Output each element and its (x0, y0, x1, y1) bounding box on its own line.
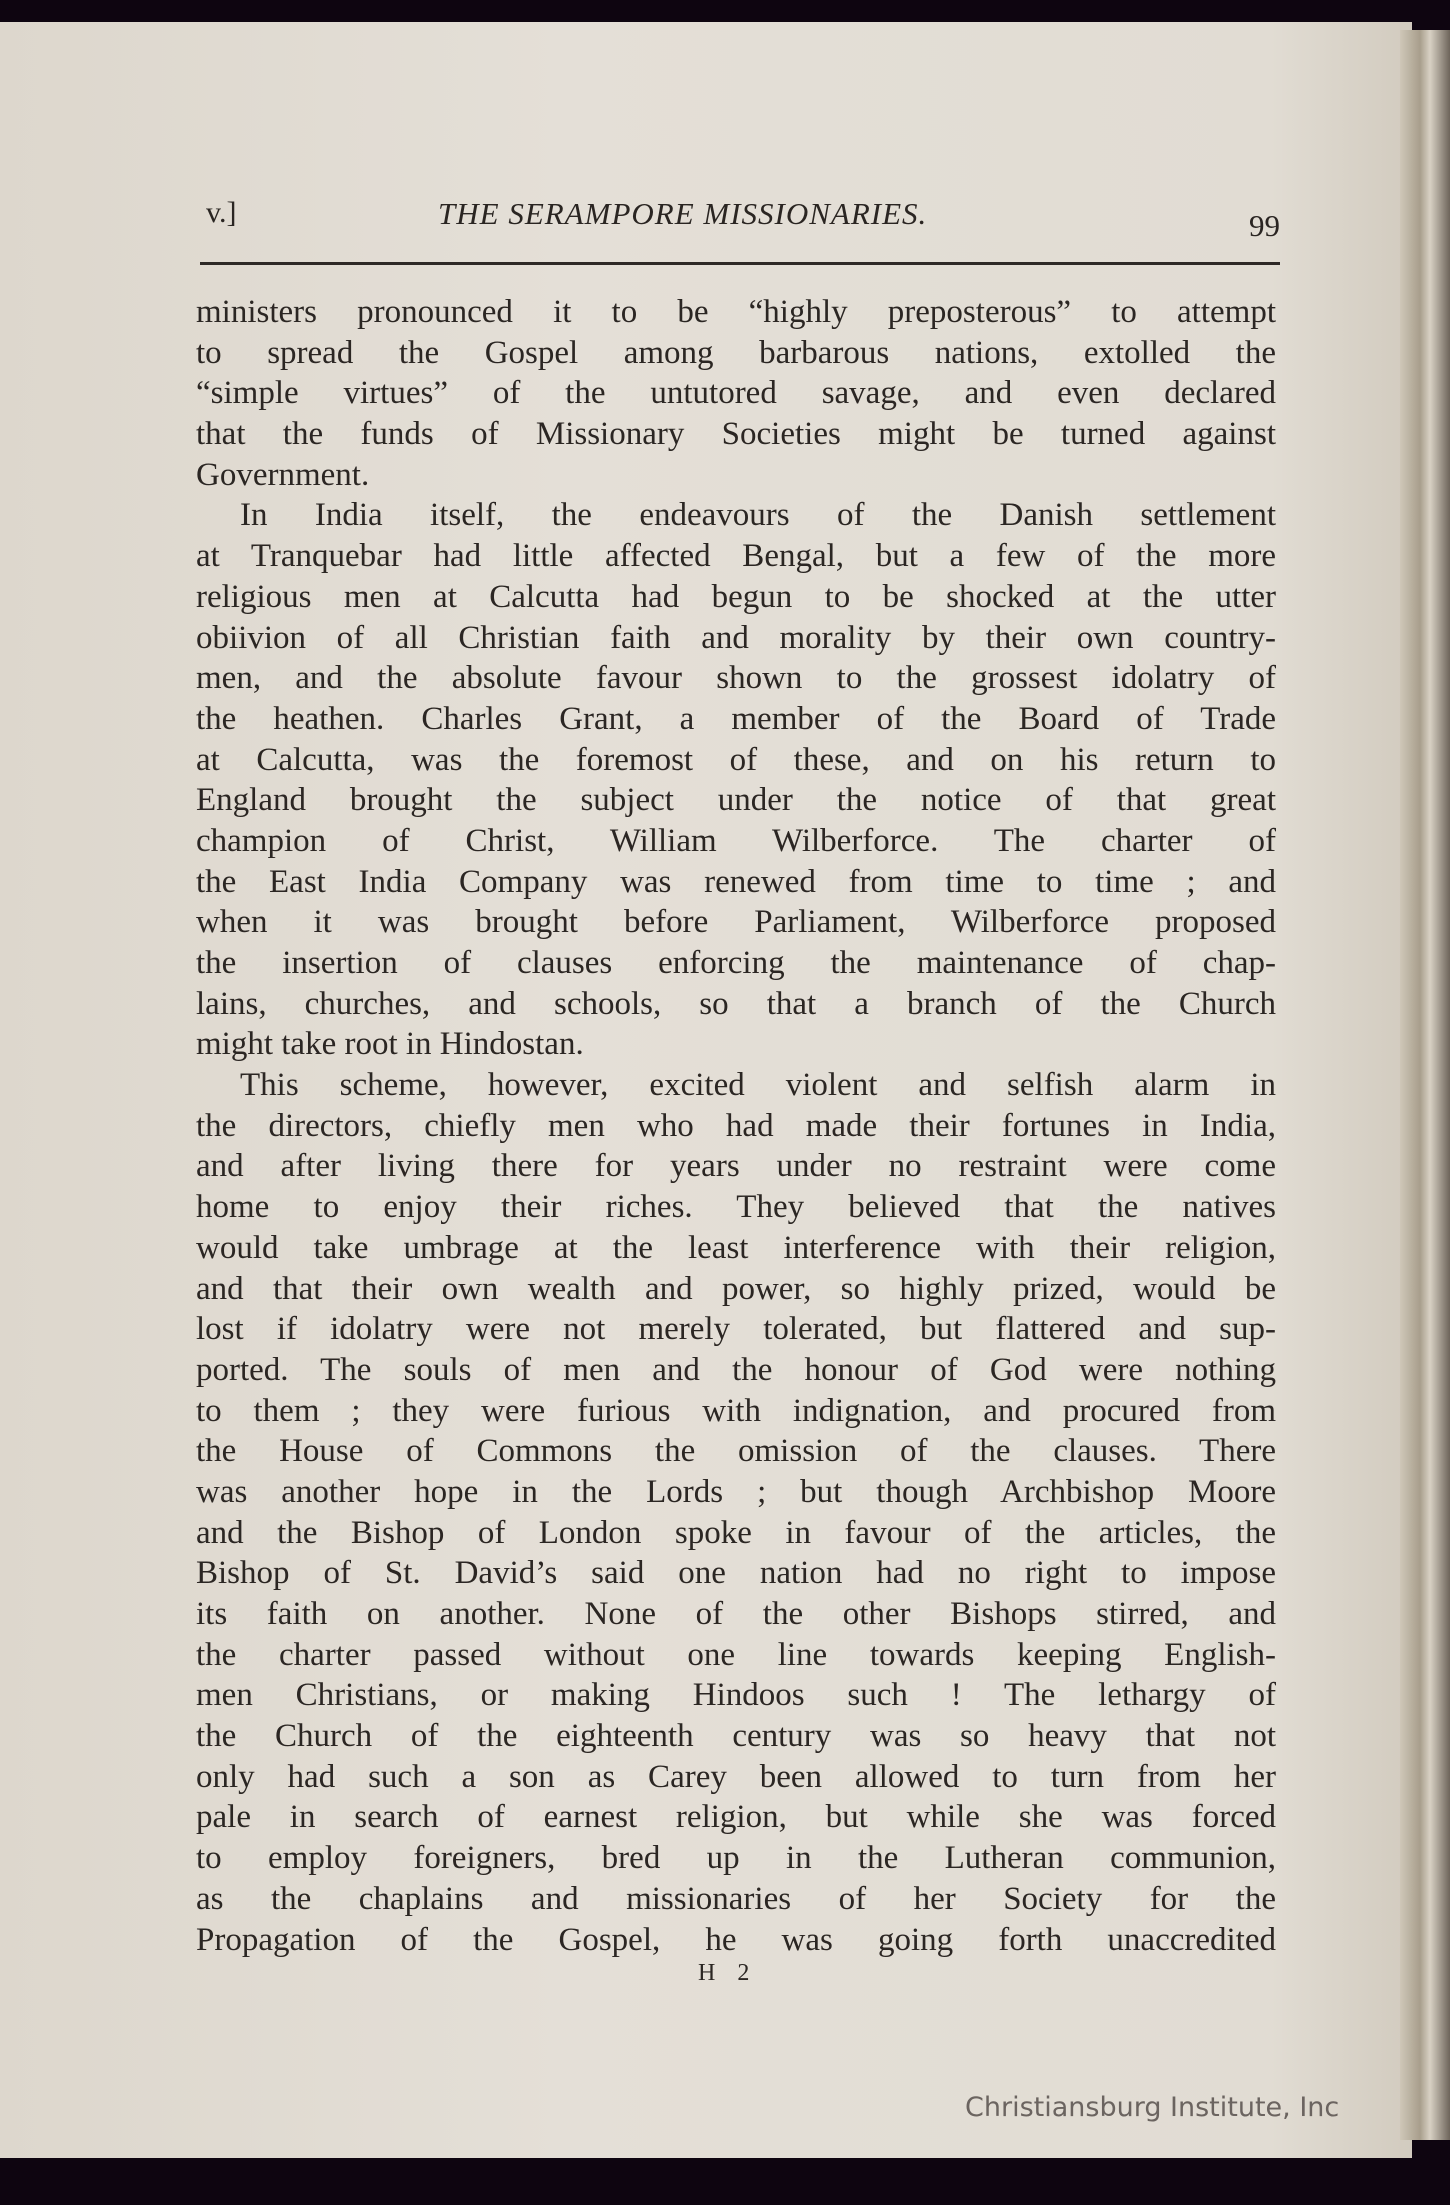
text-line: champion of Christ, William Wilberforce. The charter of (196, 822, 1276, 859)
text-line: the Church of the eighteenth century was so heavy that not (196, 1718, 1276, 1755)
chapter-marker: v.] (206, 196, 237, 229)
page-edge (1400, 30, 1450, 2140)
text-line: ported. The souls of men and the honour of God were nothing (196, 1351, 1276, 1388)
text-line: and that their own wealth and power, so highly prized, would be (196, 1270, 1276, 1307)
text-line: only had such a son as Carey been allowed to turn from her (196, 1758, 1276, 1795)
paragraph (196, 1065, 1276, 1960)
text-line: and after living there for years under no restraint were come (196, 1148, 1276, 1185)
text-line: Propagation of the Gospel, he was going forth unaccredited (196, 1921, 1276, 1958)
paragraph (196, 495, 1276, 1065)
text-line: This scheme, however, excited violent and selfish alarm in (240, 1067, 1276, 1104)
text-line: men Christians, or making Hindoos such ! The lethargy of (196, 1677, 1276, 1714)
text-line: was another hope in the Lords ; but though Archbishop Moore (196, 1473, 1276, 1510)
page-number: 99 (1249, 208, 1280, 243)
text-line: might take root in Hindostan. (196, 1026, 584, 1063)
text-line: pale in search of earnest religion, but while she was forced (196, 1799, 1276, 1836)
text-line: to employ foreigners, bred up in the Lutheran communion, (196, 1840, 1276, 1877)
text-line: the heathen. Charles Grant, a member of the Board of Trade (196, 700, 1276, 737)
text-line: Bishop of St. David’s said one nation had no right to impose (196, 1555, 1276, 1592)
text-line: at Tranquebar had little affected Bengal, but a few of the more (196, 538, 1276, 575)
text-line: lains, churches, and schools, so that a branch of the Church (196, 985, 1276, 1022)
paragraph (196, 292, 1276, 495)
text-line: religious men at Calcutta had begun to be shocked at the utter (196, 578, 1276, 615)
text-line: In India itself, the endeavours of the Danish settlement (240, 497, 1276, 534)
text-line: England brought the subject under the notice of that great (196, 782, 1276, 819)
text-line: to spread the Gospel among barbarous nations, extolled the (196, 334, 1276, 371)
text-line: and the Bishop of London spoke in favour of the articles, the (196, 1514, 1276, 1551)
running-header (200, 196, 1280, 246)
text-line: that the funds of Missionary Societies might be turned against (196, 416, 1276, 453)
text-line: at Calcutta, was the foremost of these, and on his return to (196, 741, 1276, 778)
text-line: men, and the absolute favour shown to the grossest idolatry of (196, 660, 1276, 697)
text-line: would take umbrage at the least interference with their religion, (196, 1229, 1276, 1266)
text-line: lost if idolatry were not merely tolerated, but flattered and sup- (196, 1311, 1276, 1348)
text-line: home to enjoy their riches. They believed that the natives (196, 1189, 1276, 1226)
watermark: Christiansburg Institute, Inc (965, 2092, 1340, 2123)
header-rule (200, 262, 1280, 265)
text-line: the insertion of clauses enforcing the maintenance of chap- (196, 945, 1276, 981)
running-title: THE SERAMPORE MISSIONARIES. (438, 196, 928, 231)
signature-mark: H 2 (698, 1960, 758, 1986)
text-line: its faith on another. None of the other Bishops stirred, and (196, 1596, 1276, 1632)
text-line: to them ; they were furious with indignation, and procured from (196, 1392, 1276, 1429)
text-line: the East India Company was renewed from time to time ; and (196, 863, 1276, 900)
text-line: “simple virtues” of the untutored savage, and even declared (196, 375, 1276, 412)
text-line: the House of Commons the omission of the clauses. There (196, 1433, 1276, 1470)
text-line: obiivion of all Christian faith and morality by their own country- (196, 619, 1276, 656)
text-line: Government. (196, 456, 370, 493)
text-line: the directors, chiefly men who had made their fortunes in India, (196, 1107, 1276, 1144)
text-line: as the chaplains and missionaries of her Society for the (196, 1880, 1276, 1917)
text-line: the charter passed without one line towards keeping English- (196, 1636, 1276, 1673)
body-text (196, 292, 1276, 1960)
text-line: when it was brought before Parliament, Wilberforce proposed (196, 904, 1276, 941)
text-line: ministers pronounced it to be “highly preposterous” to attempt (196, 294, 1276, 330)
